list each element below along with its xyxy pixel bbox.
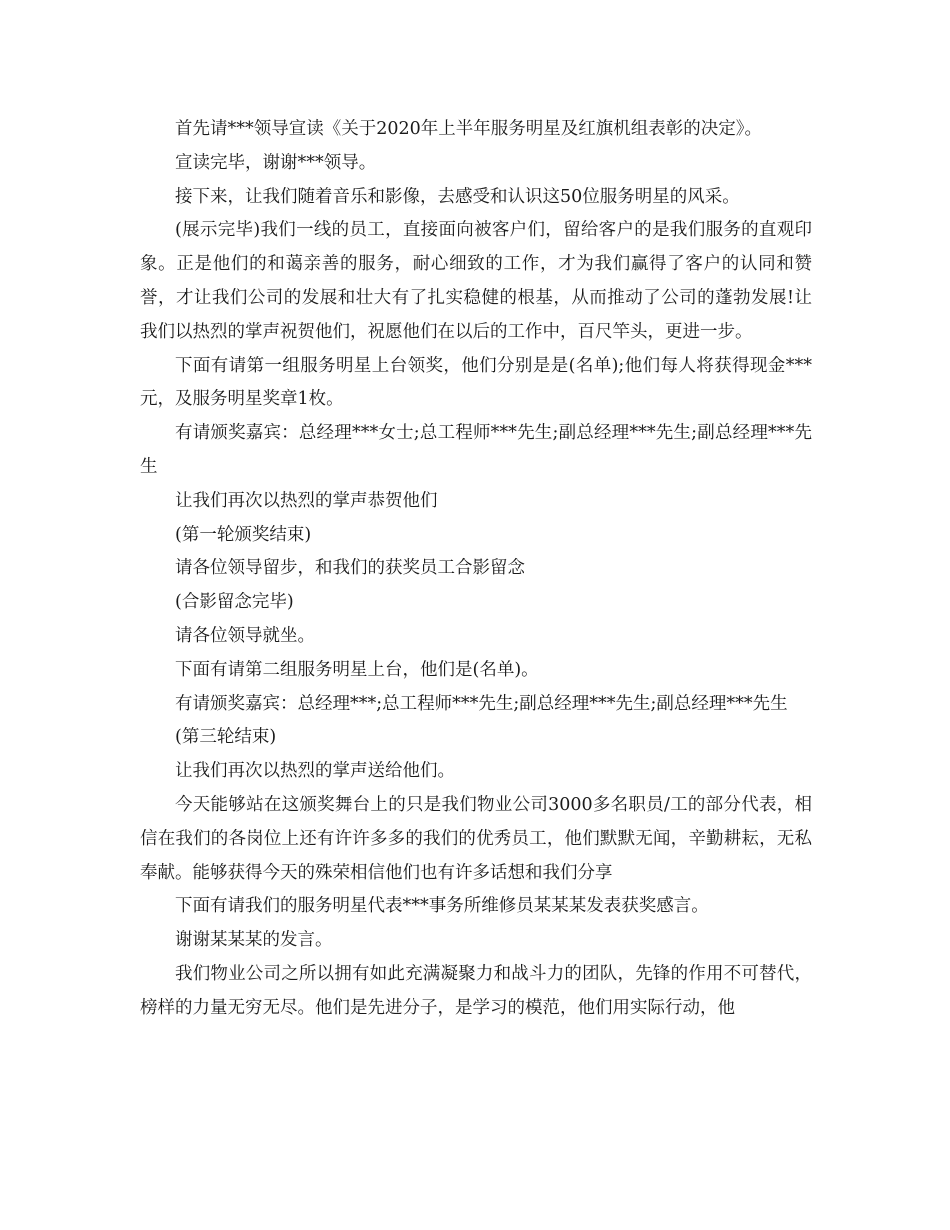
paragraph-1: 首先请***领导宣读《关于2020年上半年服务明星及红旗机组表彰的决定》。 — [175, 119, 763, 139]
paragraph-19: 我们物业公司之所以拥有如此充满凝聚力和战斗力的团队，先锋的作用不可替代，榜样的力量无穷无尽。他们是先进分子，是学习的模范，他们用实际行动，他 — [140, 963, 812, 1018]
paragraph-2: 宣读完毕，谢谢***领导。 — [175, 152, 377, 173]
paragraph-11: 请各位领导就坐。 — [175, 625, 315, 646]
paragraph-8: (第一轮颁奖结束) — [175, 524, 312, 545]
paragraph-7: 让我们再次以热烈的掌声恭贺他们 — [175, 490, 438, 511]
paragraph-10: (合影留念完毕) — [175, 592, 294, 613]
paragraph-15: 让我们再次以热烈的掌声送给他们。 — [175, 761, 455, 782]
paragraph-6: 有请颁奖嘉宾：总经理***女士;总工程师***先生;副总经理***先生;副总经理***先生 — [140, 423, 812, 477]
paragraph-12: 下面有请第二组服务明星上台，他们是(名单)。 — [175, 659, 539, 680]
paragraph-17: 下面有请我们的服务明星代表***事务所维修员某某某发表获奖感言。 — [175, 896, 709, 917]
paragraph-14: (第三轮结束) — [175, 727, 277, 748]
paragraph-18: 谢谢某某某的发言。 — [175, 930, 333, 951]
document-body — [140, 113, 812, 1026]
paragraph-3: 接下来，让我们随着音乐和影像，去感受和认识这50位服务明星的风采。 — [175, 186, 740, 207]
paragraph-4: (展示完毕)我们一线的员工，直接面向被客户们，留给客户的是我们服务的直观印象。正是他们的和蔼亲善的服务，耐心细致的工作，才为我们赢得了客户的认同和赞誉，才让我们公司的发展和壮大有了扎实稳健的根基，从而推动了公司的蓬勃发展!让我们以热烈的掌声祝贺他们，祝愿他们在以后的工作中，百尺竿头，更进一步。 — [140, 220, 812, 342]
paragraph-16: 今天能够站在这颁奖舞台上的只是我们物业公司3000多名职员/工的部分代表，相信在我们的各岗位上还有许许多多的我们的优秀员工，他们默默无闻，辛勤耕耘，无私奉献。能够获得今天的殊荣相信他们也有许多话想和我们分享 — [140, 794, 812, 883]
paragraph-5: 下面有请第一组服务明星上台领奖，他们分别是是(名单);他们每人将获得现金***元，及服务明星奖章1枚。 — [140, 355, 812, 410]
paragraph-13: 有请颁奖嘉宾：总经理***;总工程师***先生;副总经理***先生;副总经理***先生 — [175, 693, 788, 714]
paragraph-9: 请各位领导留步，和我们的获奖员工合影留念 — [175, 558, 525, 579]
